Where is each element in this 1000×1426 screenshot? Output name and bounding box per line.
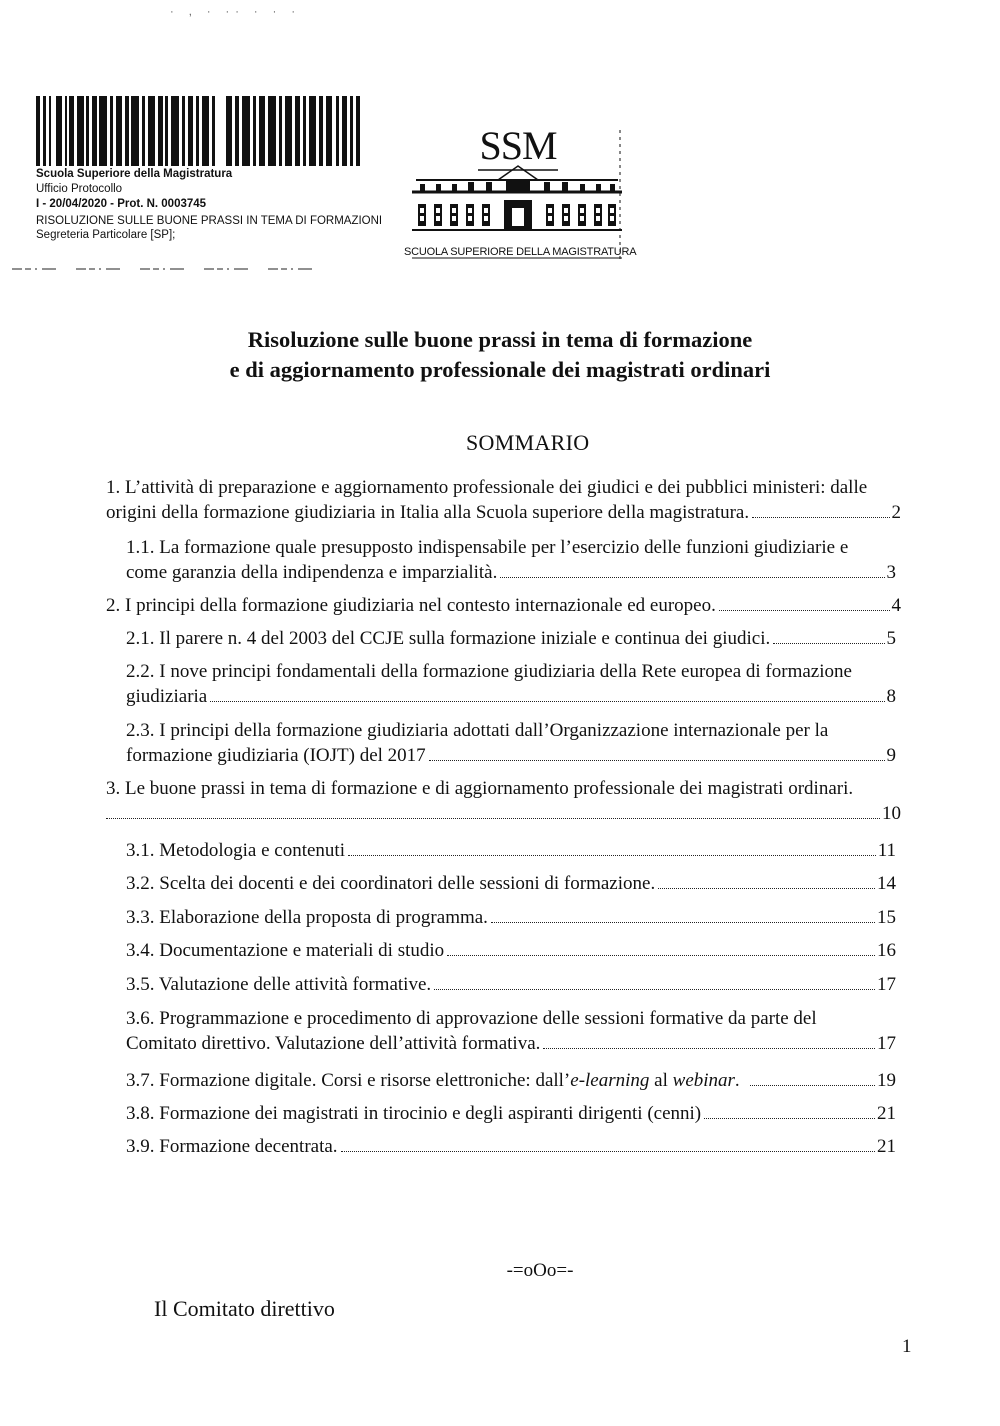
toc-entry-text: origini della formazione giudiziaria in Italia alla Scuola superiore della magistratura. bbox=[106, 502, 750, 523]
ssm-acronym: SSM bbox=[479, 123, 557, 168]
toc-dot-leader bbox=[543, 1047, 875, 1049]
toc-page-number: 17 bbox=[877, 1033, 896, 1054]
toc-dot-leader bbox=[341, 1150, 875, 1152]
toc-page-number: 5 bbox=[886, 628, 896, 649]
toc-entry-text: 3. Le buone prassi in tema di formazione e di aggiornamento professionale dei magistrati ordinari. bbox=[106, 778, 854, 799]
toc-entry bbox=[126, 1068, 896, 1093]
toc-entry bbox=[126, 1101, 896, 1126]
toc-entry bbox=[106, 776, 901, 826]
toc-entry bbox=[126, 535, 896, 585]
toc-entry-text: 3.3. Elaborazione della proposta di programma. bbox=[126, 907, 488, 928]
toc-dot-leader bbox=[773, 642, 884, 644]
toc-entry-text: 2. I principi della formazione giudiziaria nel contesto internazionale ed europeo. bbox=[106, 595, 716, 616]
toc-entry-text: 2.1. Il parere n. 4 del 2003 del CCJE sulla formazione iniziale e continua dei giudici. bbox=[126, 628, 771, 649]
toc-page-number: 15 bbox=[877, 907, 896, 928]
toc-entry bbox=[126, 972, 896, 997]
stamp-dashed-line bbox=[12, 266, 322, 272]
signature: Il Comitato direttivo bbox=[154, 1296, 335, 1321]
page-number: 1 bbox=[902, 1336, 912, 1357]
toc-dot-leader bbox=[106, 817, 880, 819]
toc-page-number: 3 bbox=[886, 562, 896, 583]
toc-dot-leader bbox=[500, 576, 884, 578]
toc-dot-leader bbox=[750, 1084, 875, 1086]
toc-entry bbox=[126, 718, 896, 768]
toc-page-number: 19 bbox=[877, 1070, 896, 1091]
toc-page-number: 14 bbox=[877, 873, 896, 894]
toc-entry-text: 3.1. Metodologia e contenuti bbox=[126, 840, 345, 861]
toc-page-number: 2 bbox=[891, 502, 901, 523]
toc-entry bbox=[106, 593, 901, 618]
toc-dot-leader bbox=[447, 954, 875, 956]
toc-entry-text: giudiziaria bbox=[126, 686, 208, 707]
toc-dot-leader bbox=[348, 854, 876, 856]
document-title-line-2: e di aggiornamento professionale dei magistrati ordinari bbox=[229, 357, 771, 382]
toc-entry bbox=[126, 1006, 896, 1056]
toc-entry bbox=[126, 838, 896, 863]
toc-page-number: 11 bbox=[877, 840, 896, 861]
toc-dot-leader bbox=[434, 988, 875, 990]
toc-entry-text-emphasis: e-learning bbox=[570, 1070, 650, 1091]
toc-entry bbox=[126, 905, 896, 930]
toc-page-number: 8 bbox=[886, 686, 896, 707]
toc-entry-text: 1. L’attività di preparazione e aggiornamento professionale dei giudici e dei pubblici ministeri: dalle bbox=[106, 477, 868, 498]
toc-entry-text: 2.2. I nove principi fondamentali della formazione giudiziaria della Rete europea di formazione bbox=[126, 661, 852, 682]
toc-entry-text bbox=[126, 1068, 740, 1093]
toc-entry bbox=[106, 475, 901, 525]
toc-entry-text: 3.5. Valutazione delle attività formative. bbox=[126, 974, 432, 995]
toc-dot-leader bbox=[210, 700, 884, 702]
toc-entry-text: 3.9. Formazione decentrata. bbox=[126, 1136, 338, 1157]
toc-page-number: 16 bbox=[877, 940, 896, 961]
summary-heading: SOMMARIO bbox=[466, 430, 590, 455]
toc-entry-text: 3.2. Scelta dei docenti e dei coordinatori delle sessioni di formazione. bbox=[126, 873, 656, 894]
toc-entry bbox=[126, 626, 896, 651]
toc-entry-text-part: 3.7. Formazione digitale. Corsi e risorse elettroniche: dall’ bbox=[126, 1070, 571, 1091]
toc-dot-leader bbox=[491, 921, 875, 923]
stamp-secretariat: Segreteria Particolare [SP]; bbox=[36, 229, 176, 241]
toc-dot-leader bbox=[752, 516, 889, 518]
toc-entry-text: formazione giudiziaria (IOJT) del 2017 bbox=[126, 745, 426, 766]
toc-dot-leader bbox=[704, 1117, 875, 1119]
toc-entry-text: come garanzia della indipendenza e imparzialità. bbox=[126, 562, 498, 583]
toc-page-number: 21 bbox=[877, 1103, 896, 1124]
toc-dot-leader bbox=[429, 759, 885, 761]
ssm-caption: SCUOLA SUPERIORE DELLA MAGISTRATURA bbox=[404, 246, 637, 258]
toc-entry bbox=[126, 938, 896, 963]
stamp-subject: RISOLUZIONE SULLE BUONE PRASSI IN TEMA DI FORMAZIONI bbox=[36, 215, 383, 227]
toc-entry-text: 3.4. Documentazione e materiali di studio bbox=[126, 940, 445, 961]
scan-artifact: · , · ·· · · · bbox=[170, 6, 302, 18]
toc-page-number: 4 bbox=[891, 595, 901, 616]
toc-page-number: 10 bbox=[882, 803, 901, 824]
toc-entry-text: 3.8. Formazione dei magistrati in tirocinio e degli aspiranti dirigenti (cenni) bbox=[126, 1103, 702, 1124]
stamp-institution: Scuola Superiore della Magistratura bbox=[36, 168, 233, 180]
toc-entry-text: 2.3. I principi della formazione giudiziaria adottati dall’Organizzazione internazionale per la bbox=[126, 720, 829, 741]
toc-dot-leader bbox=[658, 887, 875, 889]
toc-entry-text-part: . bbox=[734, 1070, 740, 1091]
barcode bbox=[36, 96, 366, 166]
toc-entry-text: Comitato direttivo. Valutazione dell’attività formativa. bbox=[126, 1033, 541, 1054]
toc-page-number: 17 bbox=[877, 974, 896, 995]
stamp-protocol-number: I - 20/04/2020 - Prot. N. 0003745 bbox=[36, 198, 207, 210]
toc-dot-leader bbox=[719, 609, 890, 611]
toc-entry-text: 3.6. Programmazione e procedimento di approvazione delle sessioni formative da parte del bbox=[126, 1008, 817, 1029]
toc-entry bbox=[126, 1134, 896, 1159]
document-title-line-1: Risoluzione sulle buone prassi in tema di formazione bbox=[247, 327, 753, 352]
toc-page-number: 21 bbox=[877, 1136, 896, 1157]
toc-entry-text-emphasis: webinar bbox=[672, 1070, 735, 1091]
toc-entry-text-part: al bbox=[649, 1070, 673, 1091]
toc-entry-text: 1.1. La formazione quale presupposto indispensabile per l’esercizio delle funzioni giudiziarie e bbox=[126, 537, 849, 558]
toc-entry bbox=[126, 659, 896, 709]
toc-entry bbox=[126, 871, 896, 896]
stamp-office: Ufficio Protocollo bbox=[36, 183, 123, 195]
section-separator: -=oOo=- bbox=[506, 1260, 574, 1281]
toc-page-number: 9 bbox=[886, 745, 896, 766]
